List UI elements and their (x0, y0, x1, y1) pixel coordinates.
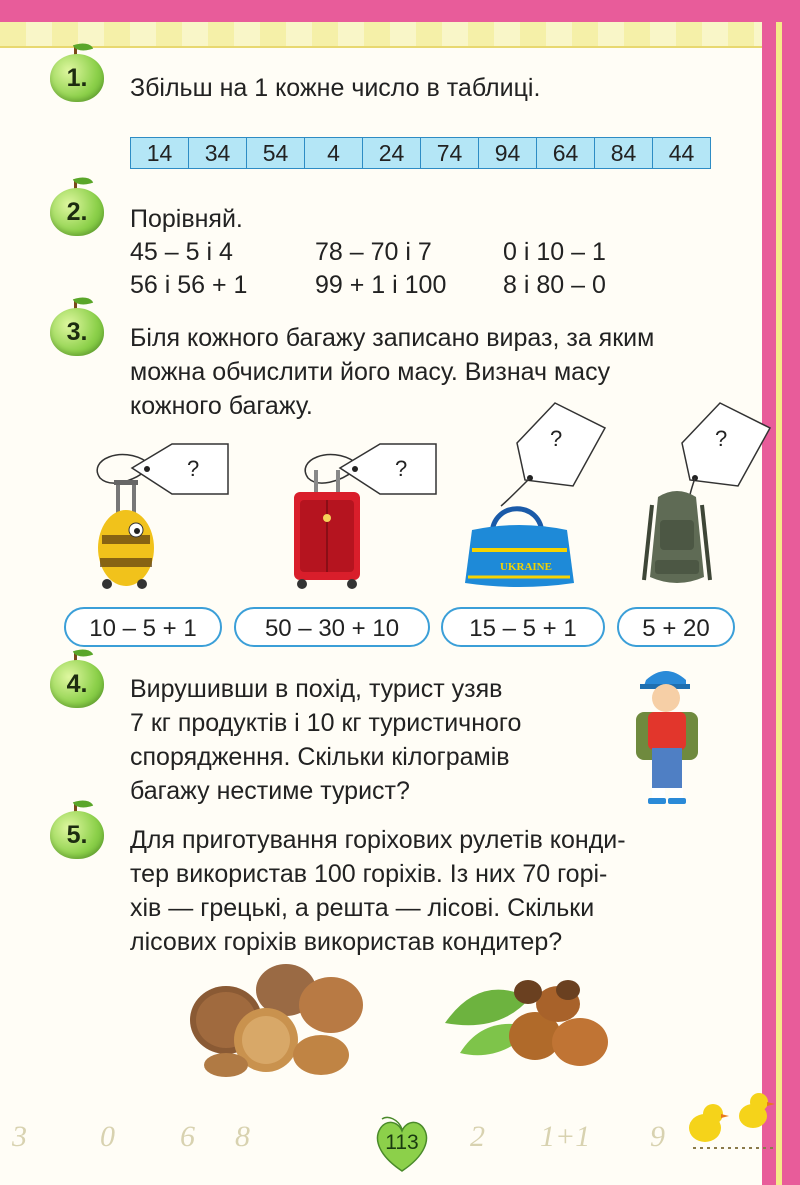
weight-tag (495, 398, 610, 508)
page-number: 113 (385, 1131, 419, 1154)
expression-box: 50 – 30 + 10 (234, 607, 430, 647)
compare-item: 0 і 10 – 1 (503, 238, 606, 266)
table-cell: 94 (479, 138, 537, 169)
task-1-text: Збільш на 1 кожне число в таблиці. (130, 74, 541, 102)
tag-question-mark: ? (550, 426, 563, 451)
chicks-image (683, 1088, 778, 1153)
backpack-image (640, 485, 715, 590)
task-5-line: Для приготування горіхових рулетів конди- (130, 826, 626, 854)
task-1-badge (50, 46, 104, 100)
footer-decor: 3 0 6 8 2 1+1 9 (12, 1120, 665, 1153)
task-number: 3. (66, 318, 88, 346)
tag-question-mark: ? (187, 456, 200, 481)
bee-suitcase-image (92, 480, 162, 590)
number-table (130, 137, 711, 169)
task-3-line: можна обчислити його масу. Визнач масу (130, 358, 611, 386)
sports-bag-image (462, 495, 577, 590)
red-suitcase-image (290, 470, 365, 590)
textbook-page (0, 22, 780, 1185)
table-cell: 34 (189, 138, 247, 169)
table-cell: 74 (421, 138, 479, 169)
expression-box: 15 – 5 + 1 (441, 607, 605, 647)
table-cell: 84 (595, 138, 653, 169)
task-4-line: Вирушивши в похід, турист узяв (130, 675, 503, 703)
hazelnuts-image (440, 968, 615, 1068)
task-3-line: кожного багажу. (130, 392, 313, 420)
table-cell: 4 (305, 138, 363, 169)
task-number: 2. (66, 198, 88, 226)
task-number: 1. (66, 64, 88, 92)
task-5-line: тер використав 100 горіхів. Із них 70 горі- (130, 860, 608, 888)
table-cell: 14 (131, 138, 189, 169)
compare-item: 45 – 5 і 4 (130, 238, 233, 266)
bag-brand-text: UKRAINE (500, 561, 552, 573)
compare-item: 99 + 1 і 100 (315, 271, 447, 299)
table-cell: 64 (537, 138, 595, 169)
task-5-line: хів — грецькі, а решта — лісові. Скільки (130, 894, 595, 922)
task-4-line: спорядження. Скільки кілограмів (130, 743, 510, 771)
task-3-line: Біля кожного багажу записано вираз, за яким (130, 324, 655, 352)
tag-question-mark: ? (395, 456, 408, 481)
tag-question-mark: ? (715, 426, 728, 451)
compare-item: 78 – 70 і 7 (315, 238, 432, 266)
task-2-badge (50, 180, 104, 234)
task-4-badge (50, 652, 104, 706)
task-5-line: лісових горіхів використав кондитер? (130, 928, 563, 956)
compare-item: 8 і 80 – 0 (503, 271, 606, 299)
task-5-badge (50, 803, 104, 857)
task-3-badge (50, 300, 104, 354)
task-number: 5. (66, 821, 88, 849)
walnuts-image (186, 960, 368, 1078)
task-4-line: багажу нестиме турист? (130, 777, 410, 805)
page-number-badge (374, 1115, 430, 1173)
tourist-boy-image (628, 660, 706, 812)
expression-box: 5 + 20 (617, 607, 735, 647)
task-2-text: Порівняй. (130, 205, 243, 233)
table-cell: 44 (653, 138, 711, 169)
expression-box: 10 – 5 + 1 (64, 607, 222, 647)
compare-item: 56 і 56 + 1 (130, 271, 248, 299)
task-number: 4. (66, 670, 88, 698)
task-4-line: 7 кг продуктів і 10 кг туристичного (130, 709, 522, 737)
table-cell: 54 (247, 138, 305, 169)
table-cell: 24 (363, 138, 421, 169)
right-stripe (776, 22, 782, 1185)
